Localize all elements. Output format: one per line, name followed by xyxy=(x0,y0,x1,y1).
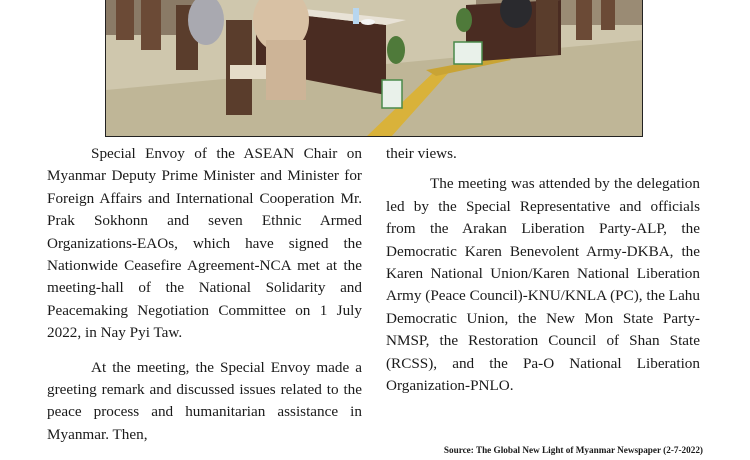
meeting-photo-illustration xyxy=(106,0,643,137)
source-credit: Source: The Global New Light of Myanmar Newspaper (2-7-2022) xyxy=(443,445,703,455)
article-paragraph: At the meeting, the Special Envoy made a greeting remark and discussed issues related to the peace process and humanitarian assistance in Myanmar. Then, xyxy=(47,358,362,443)
meeting-hall-photo xyxy=(105,0,643,137)
article-right-column xyxy=(386,143,700,397)
article-continuation: their views. xyxy=(386,145,457,162)
article-paragraph: The meeting was attended by the delegation led by the Special Representative and officials from the Arakan Liberation Party-ALP, the Democratic Karen Benevolent Army-DKBA, the Karen National Union/Karen National Liberation Army (Peace Council)-KNU/KNLA (PC), the Lahu Democratic Union, the New Mon State Party-NMSP, the Restoration Council of Shan State (RCSS), and the Pa-O National Liberation Organization-PNLO. xyxy=(386,175,700,395)
article-left-column xyxy=(47,143,362,446)
article-paragraph: Special Envoy of the ASEAN Chair on Myanmar Deputy Prime Minister and Minister for Foreign Affairs and International Cooperation Mr. Prak Sokhonn and seven Ethnic Armed Organizations-EAOs, which have signed the Nationwide Ceasefire Agreement-NCA met at the meeting-hall of the National Solidarity and Peacemaking Negotiation Committee on 1 July 2022, in Nay Pyi Taw. xyxy=(47,145,362,342)
